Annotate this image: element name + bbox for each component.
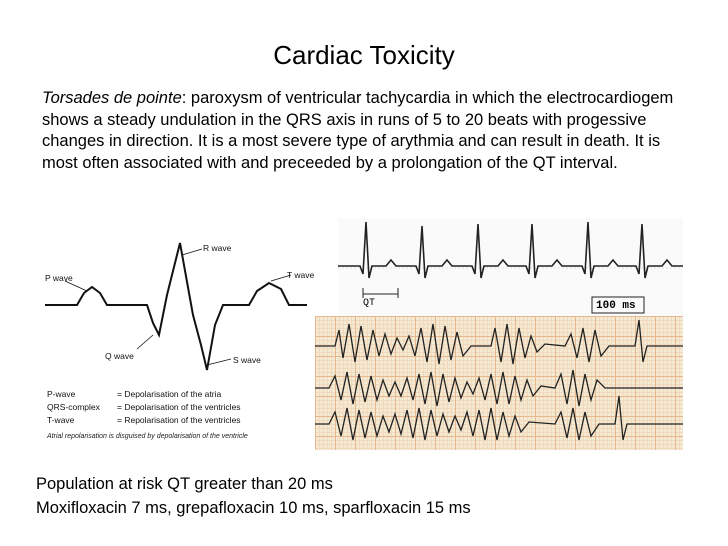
qt-interval-strip [338,218,683,318]
footer-notes [36,472,556,520]
footer-line-drugs: Moxifloxacin 7 ms, grepafloxacin 10 ms, sparfloxacin 15 ms [36,499,471,517]
definition-paragraph [42,88,692,174]
slide-title: Cardiac Toxicity [273,40,455,70]
t-wave-label: T wave [287,270,315,280]
legend-value: = Depolarisation of the atria [117,389,222,399]
s-wave-label: S wave [233,355,261,365]
torsades-ecg-strip [315,316,683,450]
legend-key: P-wave [47,389,76,399]
legend-row [47,389,221,399]
legend-row [47,415,241,425]
ecg-waveform-diagram [37,225,315,450]
legend-value: = Depolarisation of the ventricles [117,402,241,412]
legend-value: = Repolarisation of the ventricles [117,415,241,425]
legend-note: Atrial repolarisation is disguised by depolarisation of the ventricle [47,433,248,440]
legend-row [47,402,241,412]
torsades-trace [315,316,683,450]
definition-text: : paroxysm of ventricular tachycardia in which the electrocardiogem shows a steady undulation in the QRS axis in runs of 5 to 20 beats with progessive changes in direction. It is a most severe type of arythmia and can result in death. It is most often associated with and preceeded by a prolongation of the QT interval. [42,89,674,172]
scale-label: 100 ms [596,300,636,312]
legend-key: QRS-complex [47,402,100,412]
p-wave-label: P wave [45,273,73,283]
definition-term: Torsades de pointe [42,89,182,107]
q-wave-label: Q wave [105,351,134,361]
footer-line-risk: Population at risk QT greater than 20 ms [36,475,333,493]
legend-key: T-wave [47,415,75,425]
qt-label: QT [363,298,376,309]
r-wave-label: R wave [203,243,232,253]
